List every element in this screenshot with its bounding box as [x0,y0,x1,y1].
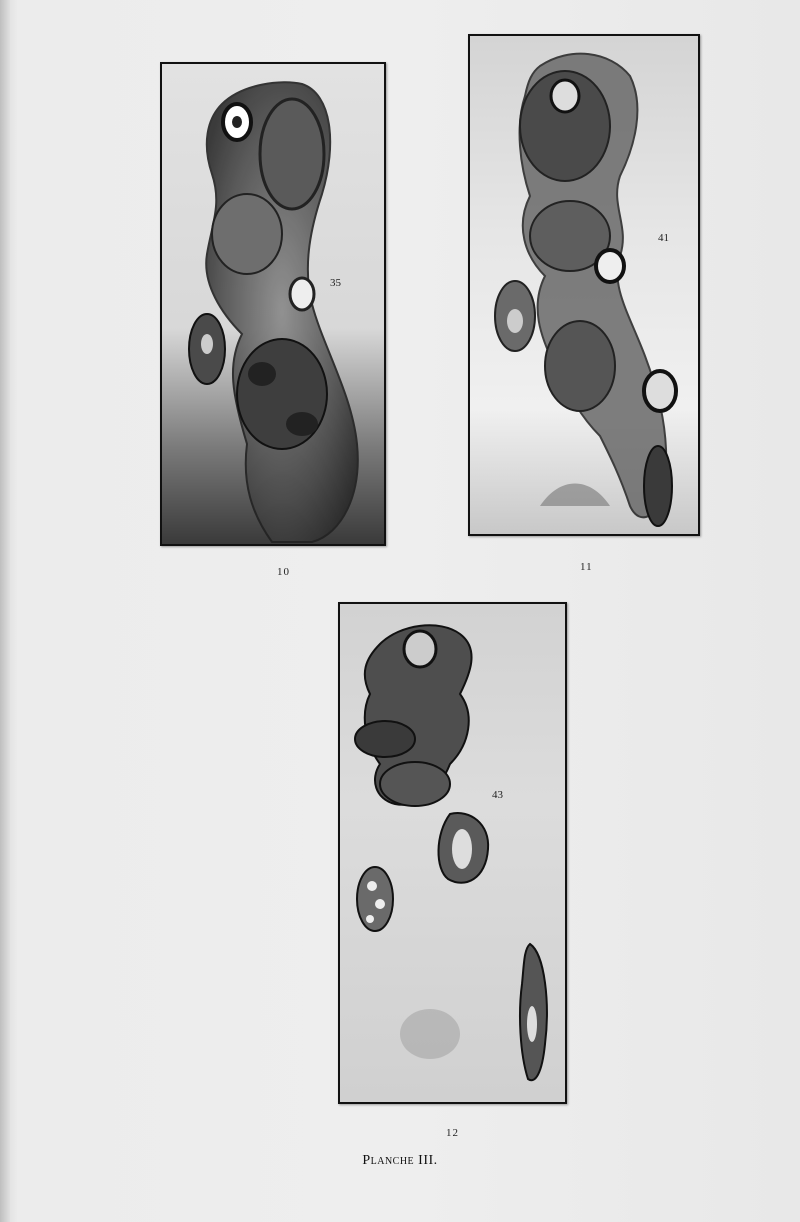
figure-11-plate [468,34,700,536]
figure-10-micrograph [162,64,384,544]
page-gutter-shadow [0,0,10,1222]
figure-12-number: 12 [446,1127,459,1139]
tissue-section [644,446,672,526]
plate-title: Planche III. [362,1153,438,1168]
figure-12-plate [338,602,567,1104]
figure-label-inside: 41 [658,232,669,244]
tissue-section [357,867,393,931]
tissue-section [290,278,314,310]
tissue-section [355,721,415,757]
figure-label-inside: 43 [492,789,503,801]
figure-label-inside: 35 [330,277,341,289]
tissue-section [237,339,327,449]
tissue-section [380,762,450,806]
figure-10-number: 10 [277,566,290,578]
figure-11-number: 11 [580,561,593,573]
tissue-section [212,194,282,274]
tissue-section [596,250,624,282]
figure-12-micrograph [340,604,565,1102]
figure-11-micrograph [470,36,698,534]
figure-10-plate [160,62,386,546]
tissue-section [545,321,615,411]
tissue-section [644,371,676,411]
tissue-section [260,99,324,209]
